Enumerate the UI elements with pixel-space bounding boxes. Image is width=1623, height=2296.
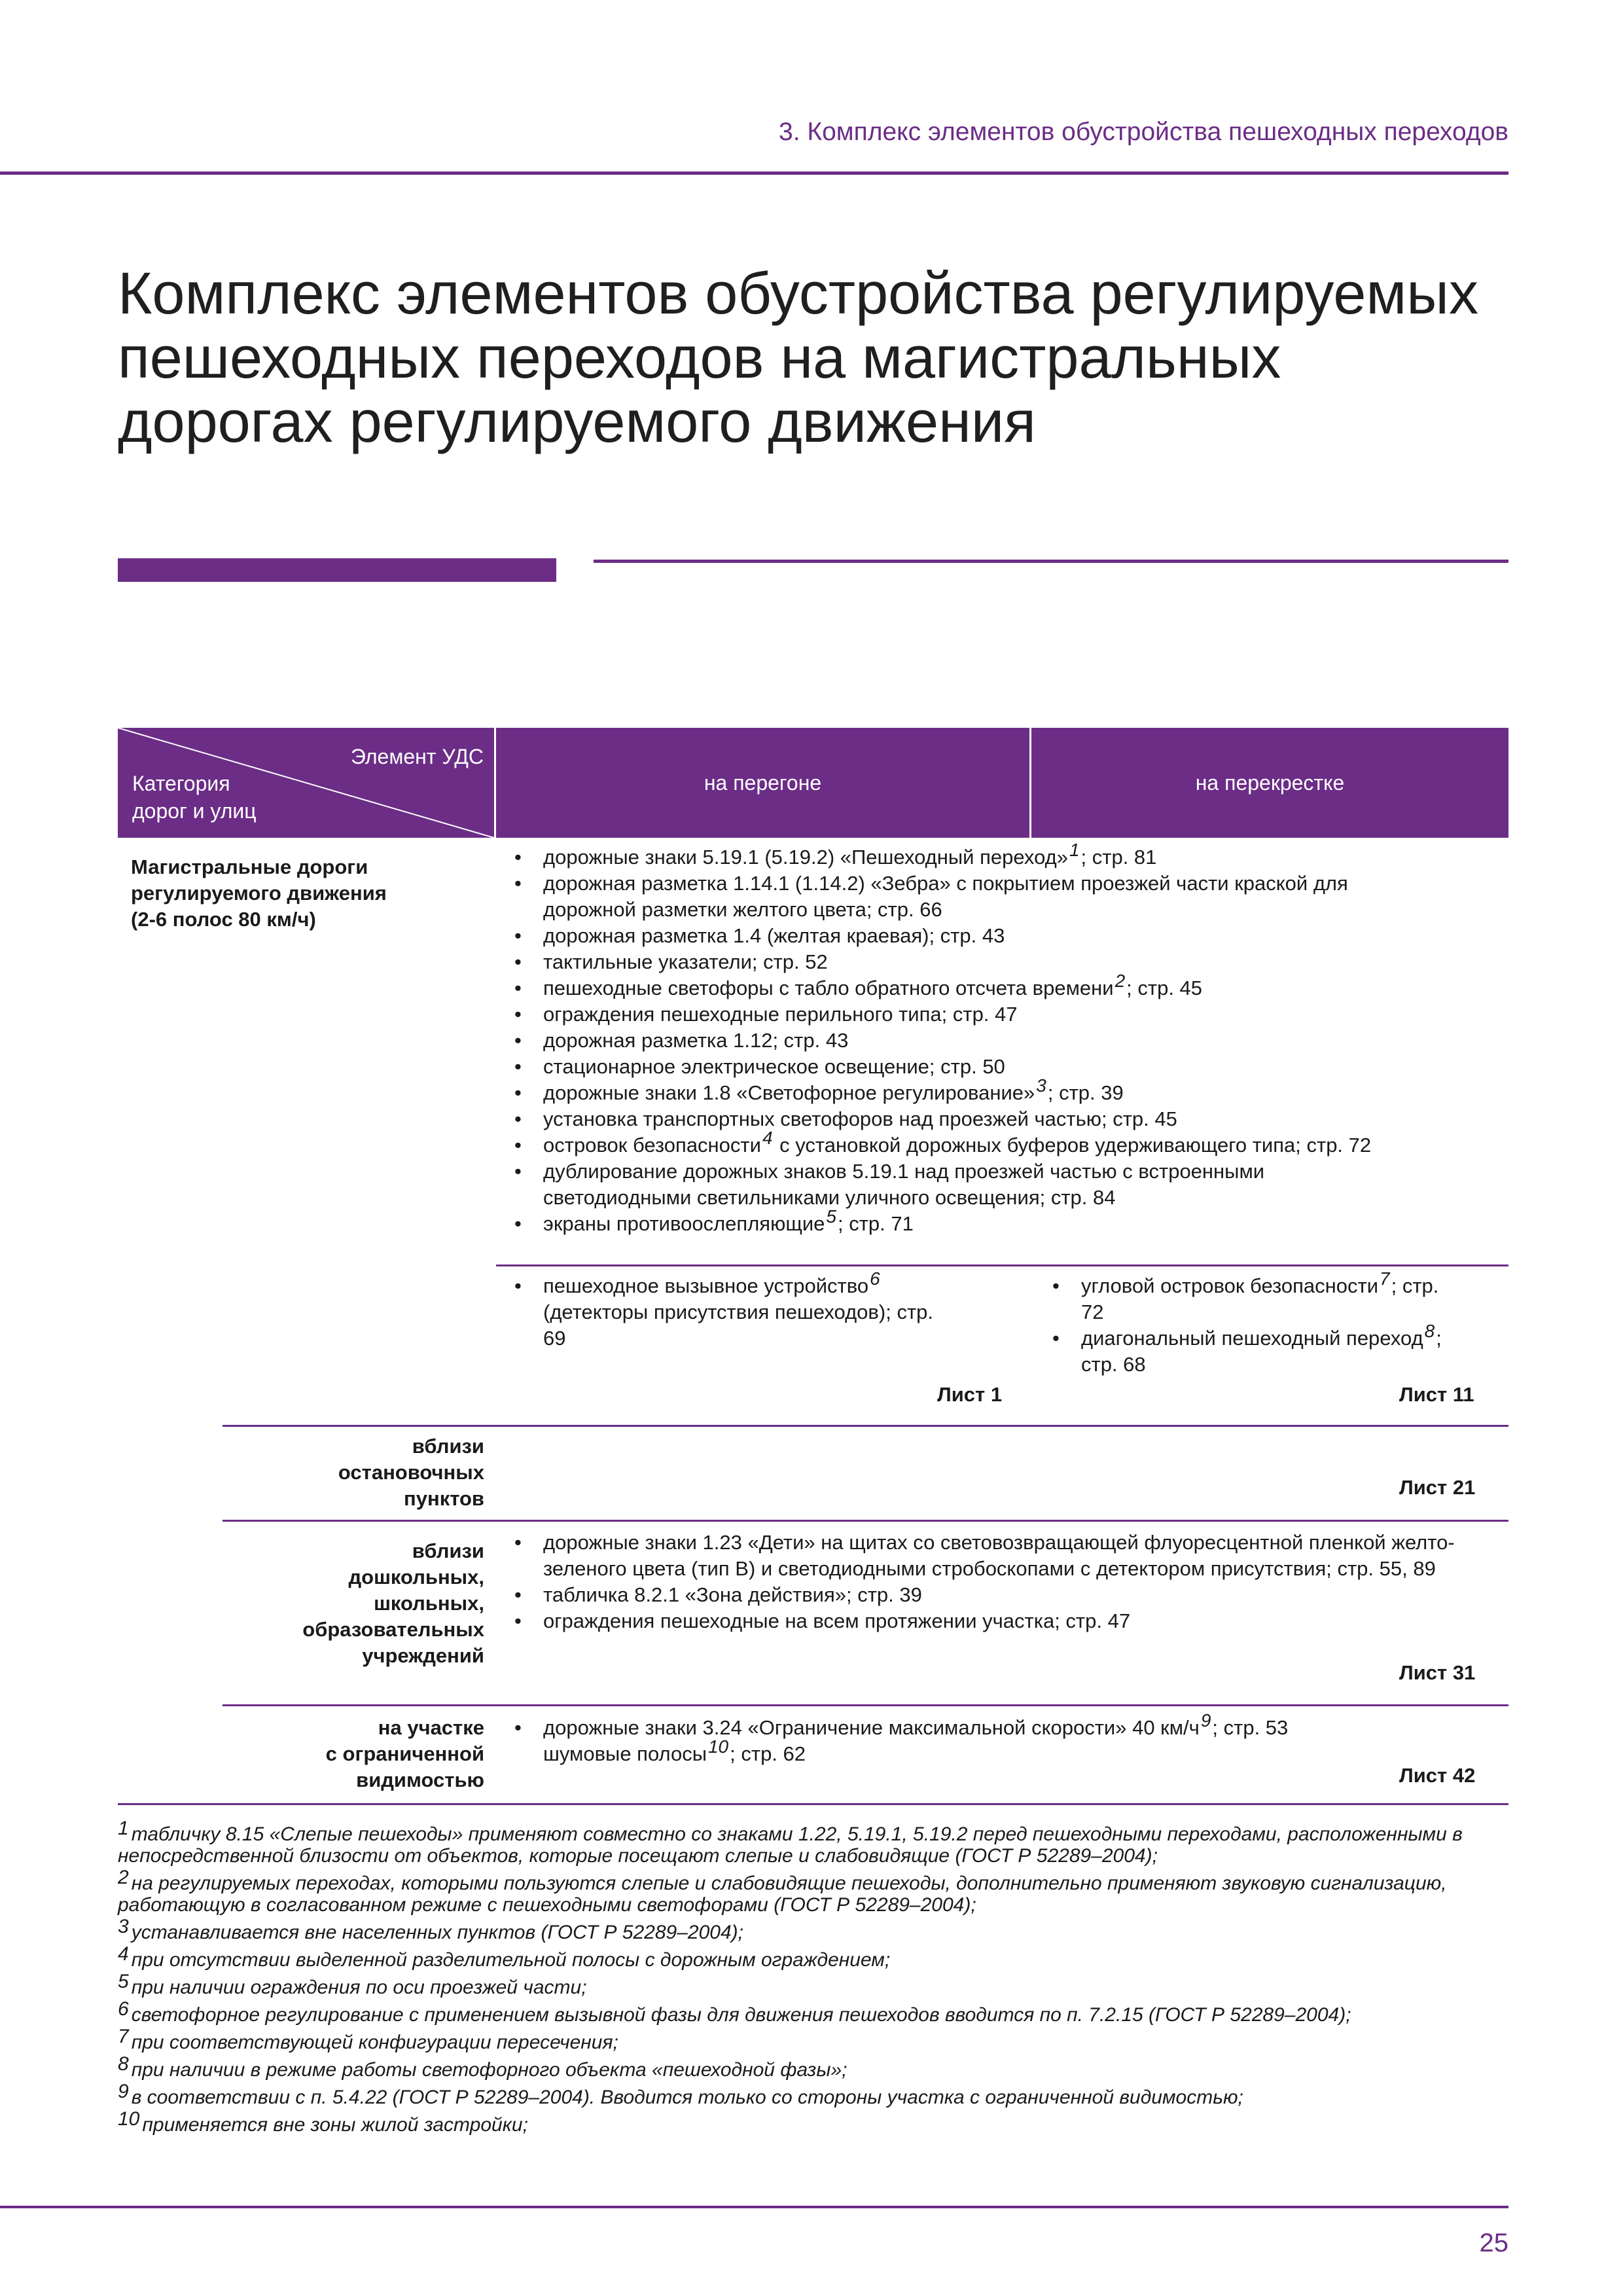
list-item: • дорожные знаки 3.24 «Ограничение максимальной скорости» 40 км/ч$^9$; стр. 53 bbox=[510, 1715, 1499, 1741]
list-item: • дорожные знаки 5.19.1 (5.19.2) «Пешеходный переход»$^1$; стр. 81 bbox=[510, 844, 1499, 870]
main-category-line: Магистральные дороги bbox=[131, 855, 368, 878]
page-number: 25 bbox=[1479, 2229, 1508, 2257]
list-item: • экраны противоослепляющие$^5$; стр. 71 bbox=[510, 1211, 1499, 1237]
header-category-line: дорог и улиц bbox=[132, 799, 257, 823]
section-title: 3. Комплекс элементов обустройства пешеходных переходов bbox=[779, 118, 1508, 146]
schools-items-list bbox=[510, 1530, 1499, 1634]
sheet-link-21[interactable]: Лист 21 bbox=[1399, 1476, 1476, 1499]
header-col-peregon-label: на перегоне bbox=[704, 770, 822, 795]
header-col-peregon bbox=[496, 728, 1029, 838]
sheet-link-31[interactable]: Лист 31 bbox=[1399, 1661, 1476, 1684]
header-category-label bbox=[132, 770, 257, 825]
row-divider bbox=[496, 1265, 1508, 1266]
limited-items-list bbox=[510, 1710, 1499, 1741]
header-category-line: Категория bbox=[132, 772, 230, 795]
list-item: • пешеходное вызывное устройство$^6$ (детекторы присутствия пешеходов); стр. 69 bbox=[510, 1273, 936, 1352]
category-line: видимостью bbox=[356, 1768, 484, 1791]
main-category-line: (2-6 полос 80 км/ч) bbox=[131, 908, 316, 931]
header-col-perekrestok-label: на перекрестке bbox=[1195, 770, 1345, 795]
footnote: 2 на регулируемых переходах, которыми пользуются слепые и слабовидящие пешеходы, дополнительно применяют звуковую сигнализацию, работающую в согласованном режиме с пешеходными светофорами (ГОСТ Р 52289–2004); bbox=[118, 1867, 1447, 1916]
footer-rule bbox=[0, 2206, 1508, 2208]
list-item: • дублирование дорожных знаков 5.19.1 над проезжей частью с встроенными светодиодными светильниками уличного освещения; стр. 84 bbox=[510, 1158, 1407, 1211]
list-item: • дорожные знаки 1.23 «Дети» на щитах со световозвращающей флуоресцентной пленкой желто-зеленого цвета (тип В) и светодиодными стробоскопами с детектором присутствия; стр. 55, 89 bbox=[510, 1530, 1512, 1582]
page-title-line: Комплекс элементов обустройства регулируемых bbox=[118, 261, 1478, 327]
category-line: на участке bbox=[378, 1716, 484, 1739]
header-col-perekrestok bbox=[1031, 728, 1508, 838]
list-item: • ограждения пешеходные перильного типа; стр. 47 bbox=[510, 1001, 1499, 1028]
category-line: вблизи bbox=[412, 1539, 484, 1562]
row-divider bbox=[223, 1520, 1508, 1522]
sheet-link-11[interactable]: Лист 11 bbox=[1399, 1383, 1474, 1406]
footnote: 5 при наличии ограждения по оси проезжей части; bbox=[118, 1971, 587, 1998]
table-header-corner-cell bbox=[118, 728, 494, 838]
list-item: • ограждения пешеходные на всем протяжении участка; стр. 47 bbox=[510, 1608, 1499, 1634]
footnote: 6 светофорное регулирование с применением вызывной фазы для движения пешеходов вводится по п. 7.2.15 (ГОСТ Р 52289–2004); bbox=[118, 1998, 1351, 2026]
footnote: 3 устанавливается вне населенных пунктов (ГОСТ Р 52289–2004); bbox=[118, 1916, 743, 1943]
list-item: • табличка 8.2.1 «Зона действия»; стр. 39 bbox=[510, 1582, 1499, 1608]
footnotes bbox=[118, 1818, 1518, 2136]
list-item: • дорожная разметка 1.14.1 (1.14.2) «Зебра» с покрытием проезжей части краской для дорожной разметки желтого цвета; стр. 66 bbox=[510, 870, 1414, 923]
category-line: остановочных bbox=[338, 1461, 484, 1484]
list-item: • дорожные знаки 1.8 «Светофорное регулирование»$^3$; стр. 39 bbox=[510, 1080, 1499, 1106]
list-item: • стационарное электрическое освещение; стр. 50 bbox=[510, 1054, 1499, 1080]
page-title-line: пешеходных переходов на магистральных bbox=[118, 325, 1281, 391]
perekrestok-items-list bbox=[1048, 1268, 1507, 1378]
common-items-list bbox=[510, 840, 1499, 1237]
accent-bar bbox=[118, 558, 556, 582]
list-item: • дорожная разметка 1.12; стр. 43 bbox=[510, 1028, 1499, 1054]
list-item: • диагональный пешеходный переход$^8$; стр. 68 bbox=[1048, 1325, 1474, 1378]
page-title bbox=[118, 262, 1525, 454]
category-line: школьных, bbox=[374, 1592, 484, 1615]
sheet-link-1[interactable]: Лист 1 bbox=[937, 1383, 1003, 1406]
row-divider bbox=[223, 1425, 1508, 1427]
table-header bbox=[118, 728, 1508, 838]
accent-rule bbox=[594, 560, 1508, 563]
category-limited-visibility bbox=[249, 1715, 484, 1793]
header-rule bbox=[0, 171, 1508, 175]
list-item: • установка транспортных светофоров над проезжей частью; стр. 45 bbox=[510, 1106, 1499, 1132]
footnote: 7 при соответствующей конфигурации пересечения; bbox=[118, 2026, 618, 2053]
table-bottom-rule bbox=[118, 1803, 1508, 1805]
peregon-items-list bbox=[510, 1268, 982, 1352]
category-line: пунктов bbox=[404, 1487, 484, 1510]
main-category bbox=[131, 854, 438, 933]
sheet-link-42[interactable]: Лист 42 bbox=[1399, 1764, 1476, 1787]
list-item: • пешеходные светофоры с табло обратного отсчета времени$^2$; стр. 45 bbox=[510, 975, 1499, 1001]
list-item: • тактильные указатели; стр. 52 bbox=[510, 949, 1499, 975]
list-item: • угловой островок безопасности$^7$; стр. 72 bbox=[1048, 1273, 1448, 1325]
footnote: 8 при наличии в режиме работы светофорного объекта «пешеходной фазы»; bbox=[118, 2053, 847, 2081]
list-item: • дорожная разметка 1.4 (желтая краевая); стр. 43 bbox=[510, 923, 1499, 949]
category-stops bbox=[249, 1433, 484, 1512]
footnote: 10 применяется вне зоны жилой застройки; bbox=[118, 2108, 528, 2136]
category-line: учреждений bbox=[362, 1644, 484, 1667]
footnote: 4 при отсутствии выделенной разделительной полосы с дорожным ограждением; bbox=[118, 1943, 891, 1971]
header-element-label: Элемент УДС bbox=[350, 745, 484, 768]
row-divider bbox=[223, 1704, 1508, 1706]
category-schools bbox=[249, 1538, 484, 1669]
category-line: дошкольных, bbox=[348, 1566, 484, 1588]
category-line: с ограниченной bbox=[325, 1742, 484, 1765]
list-item: • островок безопасности$^4$ с установкой дорожных буферов удерживающего типа; стр. 72 bbox=[510, 1132, 1499, 1158]
footnote: 1 табличку 8.15 «Слепые пешеходы» применяют совместно со знаками 1.22, 5.19.1, 5.19.2 перед пешеходными переходами, расположенными в непосредственной близости от объектов, которые посещают слепые и слабовидящие (ГОСТ Р 52289–2004); bbox=[118, 1818, 1463, 1867]
category-line: вблизи bbox=[412, 1435, 484, 1458]
page-title-line: дорогах регулируемого движения bbox=[118, 389, 1036, 455]
category-line: образовательных bbox=[302, 1618, 484, 1641]
limited-extra-line: шумовые полосы$^{10}$; стр. 62 bbox=[543, 1736, 806, 1765]
main-category-line: регулируемого движения bbox=[131, 882, 387, 905]
footnote: 9 в соответствии с п. 5.4.22 (ГОСТ Р 52289–2004). Вводится только со стороны участка с ограниченной видимостью; bbox=[118, 2081, 1243, 2108]
